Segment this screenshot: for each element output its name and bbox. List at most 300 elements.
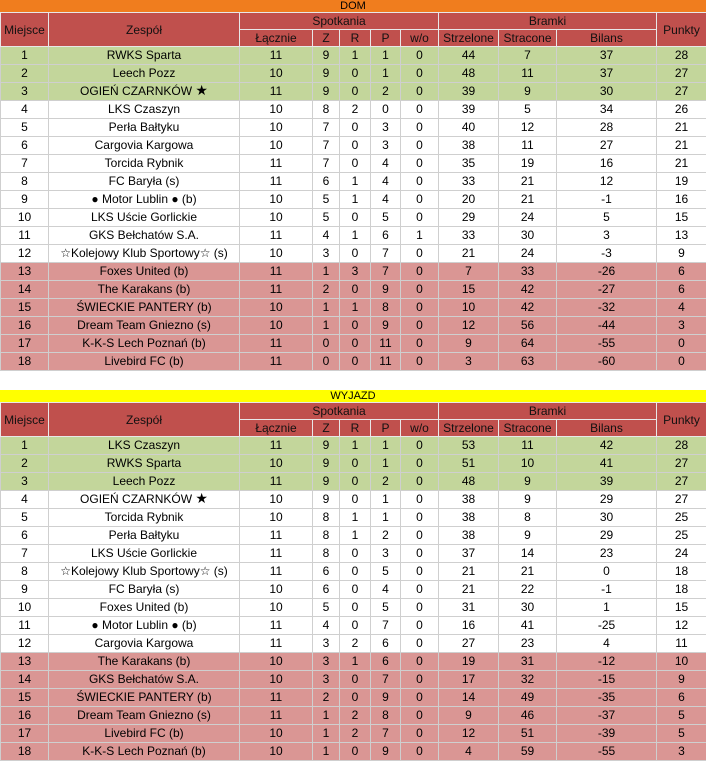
cell-losses: 7 — [371, 263, 401, 281]
team-name: Torcida Rybnik — [104, 156, 184, 170]
cell-wins: 5 — [313, 599, 340, 617]
cell-scored: 14 — [439, 689, 499, 707]
header-draws: R — [340, 30, 371, 47]
cell-points: 27 — [657, 65, 706, 83]
cell-total: 10 — [240, 245, 313, 263]
header-losses: P — [371, 420, 401, 437]
cell-place: 18 — [1, 743, 49, 761]
cell-team — [49, 437, 240, 455]
cell-draws: 1 — [340, 47, 371, 65]
cell-total: 11 — [240, 155, 313, 173]
cell-walkovers: 0 — [401, 599, 439, 617]
table-row — [1, 299, 706, 317]
cell-points: 27 — [657, 83, 706, 101]
cell-conceded: 21 — [499, 173, 557, 191]
cell-draws: 0 — [340, 317, 371, 335]
cell-wins: 6 — [313, 563, 340, 581]
cell-balance: -3 — [557, 245, 657, 263]
team-name: ● Motor Lublin ● (b) — [91, 618, 197, 632]
cell-place: 13 — [1, 263, 49, 281]
cell-wins: 9 — [313, 47, 340, 65]
cell-place: 5 — [1, 119, 49, 137]
cell-losses: 11 — [371, 335, 401, 353]
cell-losses: 7 — [371, 245, 401, 263]
cell-draws: 0 — [340, 743, 371, 761]
cell-draws: 0 — [340, 137, 371, 155]
team-name: ☆Kolejowy Klub Sportowy☆ (s) — [60, 246, 228, 260]
cell-place: 2 — [1, 455, 49, 473]
cell-wins: 1 — [313, 743, 340, 761]
table-row — [1, 317, 706, 335]
cell-walkovers: 0 — [401, 173, 439, 191]
cell-wins: 1 — [313, 317, 340, 335]
cell-scored: 10 — [439, 299, 499, 317]
cell-total: 10 — [240, 317, 313, 335]
cell-scored: 35 — [439, 155, 499, 173]
cell-walkovers: 1 — [401, 227, 439, 245]
cell-balance: -1 — [557, 191, 657, 209]
away-table-body — [1, 437, 706, 761]
cell-losses: 4 — [371, 581, 401, 599]
cell-total: 11 — [240, 563, 313, 581]
cell-draws: 1 — [340, 299, 371, 317]
cell-draws: 0 — [340, 617, 371, 635]
cell-draws: 0 — [340, 119, 371, 137]
cell-place: 10 — [1, 209, 49, 227]
cell-scored: 33 — [439, 173, 499, 191]
cell-points: 27 — [657, 491, 706, 509]
table-row — [1, 689, 706, 707]
cell-wins: 3 — [313, 653, 340, 671]
cell-losses: 9 — [371, 317, 401, 335]
cell-total: 10 — [240, 65, 313, 83]
cell-walkovers: 0 — [401, 725, 439, 743]
cell-wins: 9 — [313, 455, 340, 473]
cell-team — [49, 281, 240, 299]
cell-scored: 20 — [439, 191, 499, 209]
cell-scored: 12 — [439, 725, 499, 743]
cell-draws: 0 — [340, 245, 371, 263]
cell-conceded: 49 — [499, 689, 557, 707]
cell-scored: 21 — [439, 581, 499, 599]
cell-walkovers: 0 — [401, 191, 439, 209]
header-total: Łącznie — [240, 420, 313, 437]
cell-wins: 9 — [313, 65, 340, 83]
cell-draws: 0 — [340, 473, 371, 491]
cell-points: 21 — [657, 119, 706, 137]
header-place: Miejsce — [1, 403, 49, 437]
cell-wins: 1 — [313, 725, 340, 743]
team-name: ● Motor Lublin ● (b) — [91, 192, 197, 206]
cell-total: 11 — [240, 83, 313, 101]
cell-scored: 44 — [439, 47, 499, 65]
cell-place: 6 — [1, 137, 49, 155]
cell-place: 14 — [1, 281, 49, 299]
table-row — [1, 617, 706, 635]
cell-place: 2 — [1, 65, 49, 83]
table-row — [1, 245, 706, 263]
cell-losses: 3 — [371, 119, 401, 137]
cell-total: 10 — [240, 491, 313, 509]
cell-balance: -26 — [557, 263, 657, 281]
cell-total: 10 — [240, 299, 313, 317]
cell-wins: 6 — [313, 173, 340, 191]
cell-walkovers: 0 — [401, 65, 439, 83]
cell-conceded: 42 — [499, 281, 557, 299]
cell-walkovers: 0 — [401, 209, 439, 227]
team-name: K-K-S Lech Poznań (b) — [82, 744, 206, 758]
cell-draws: 0 — [340, 209, 371, 227]
table-row — [1, 725, 706, 743]
cell-points: 28 — [657, 437, 706, 455]
cell-conceded: 11 — [499, 137, 557, 155]
cell-scored: 9 — [439, 335, 499, 353]
cell-wins: 5 — [313, 191, 340, 209]
team-name: GKS Bełchatów S.A. — [88, 228, 200, 242]
cell-total: 10 — [240, 191, 313, 209]
cell-walkovers: 0 — [401, 545, 439, 563]
cell-total: 11 — [240, 473, 313, 491]
cell-place: 1 — [1, 437, 49, 455]
cell-conceded: 9 — [499, 491, 557, 509]
cell-place: 18 — [1, 353, 49, 371]
cell-total: 11 — [240, 173, 313, 191]
cell-total: 10 — [240, 599, 313, 617]
cell-draws: 0 — [340, 83, 371, 101]
cell-team — [49, 743, 240, 761]
cell-total: 10 — [240, 743, 313, 761]
cell-losses: 6 — [371, 227, 401, 245]
cell-walkovers: 0 — [401, 353, 439, 371]
cell-total: 11 — [240, 437, 313, 455]
cell-losses: 5 — [371, 209, 401, 227]
cell-losses: 5 — [371, 563, 401, 581]
cell-conceded: 10 — [499, 455, 557, 473]
table-row — [1, 527, 706, 545]
team-name: The Karakans (b) — [97, 654, 191, 668]
cell-balance: 1 — [557, 599, 657, 617]
cell-total: 10 — [240, 653, 313, 671]
cell-draws: 2 — [340, 725, 371, 743]
cell-place: 9 — [1, 191, 49, 209]
cell-wins: 0 — [313, 335, 340, 353]
cell-draws: 1 — [340, 509, 371, 527]
cell-place: 9 — [1, 581, 49, 599]
header-walkovers: w/o — [401, 420, 439, 437]
header-wins: Z — [313, 420, 340, 437]
cell-losses: 2 — [371, 83, 401, 101]
cell-losses: 6 — [371, 653, 401, 671]
cell-wins: 8 — [313, 527, 340, 545]
header-walkovers: w/o — [401, 30, 439, 47]
cell-team — [49, 119, 240, 137]
header-conceded: Stracone — [499, 420, 557, 437]
cell-points: 18 — [657, 581, 706, 599]
cell-points: 6 — [657, 281, 706, 299]
cell-points: 6 — [657, 689, 706, 707]
cell-wins: 7 — [313, 155, 340, 173]
cell-conceded: 22 — [499, 581, 557, 599]
cell-points: 5 — [657, 707, 706, 725]
cell-losses: 7 — [371, 671, 401, 689]
cell-draws: 0 — [340, 455, 371, 473]
cell-scored: 40 — [439, 119, 499, 137]
cell-draws: 0 — [340, 155, 371, 173]
cell-conceded: 9 — [499, 527, 557, 545]
team-name: Perła Bałtyku — [108, 528, 180, 542]
cell-losses: 4 — [371, 155, 401, 173]
team-name: ŚWIECKIE PANTERY (b) — [76, 300, 212, 314]
cell-wins: 3 — [313, 635, 340, 653]
cell-balance: -55 — [557, 743, 657, 761]
cell-wins: 9 — [313, 83, 340, 101]
team-name: OGIEŃ CZARNKÓW — [80, 492, 193, 506]
cell-total: 10 — [240, 581, 313, 599]
cell-points: 24 — [657, 545, 706, 563]
cell-walkovers: 0 — [401, 563, 439, 581]
cell-team — [49, 263, 240, 281]
cell-team — [49, 353, 240, 371]
cell-wins: 4 — [313, 617, 340, 635]
cell-points: 27 — [657, 473, 706, 491]
cell-walkovers: 0 — [401, 437, 439, 455]
cell-points: 3 — [657, 743, 706, 761]
table-row — [1, 437, 706, 455]
cell-draws: 0 — [340, 491, 371, 509]
cell-losses: 0 — [371, 101, 401, 119]
team-name: OGIEŃ CZARNKÓW — [80, 84, 193, 98]
cell-wins: 7 — [313, 137, 340, 155]
cell-team — [49, 491, 240, 509]
cell-place: 8 — [1, 173, 49, 191]
cell-walkovers: 0 — [401, 83, 439, 101]
cell-conceded: 30 — [499, 227, 557, 245]
cell-team — [49, 173, 240, 191]
cell-place: 12 — [1, 635, 49, 653]
cell-scored: 39 — [439, 83, 499, 101]
cell-place: 17 — [1, 335, 49, 353]
cell-draws: 1 — [340, 653, 371, 671]
cell-points: 18 — [657, 563, 706, 581]
cell-scored: 38 — [439, 527, 499, 545]
cell-wins: 8 — [313, 101, 340, 119]
table-row — [1, 263, 706, 281]
cell-losses: 8 — [371, 299, 401, 317]
cell-walkovers: 0 — [401, 671, 439, 689]
table-row — [1, 545, 706, 563]
table-row — [1, 137, 706, 155]
cell-place: 10 — [1, 599, 49, 617]
cell-walkovers: 0 — [401, 617, 439, 635]
cell-balance: 34 — [557, 101, 657, 119]
cell-scored: 17 — [439, 671, 499, 689]
cell-wins: 7 — [313, 119, 340, 137]
cell-conceded: 64 — [499, 335, 557, 353]
table-row — [1, 281, 706, 299]
cell-conceded: 31 — [499, 653, 557, 671]
cell-losses: 4 — [371, 173, 401, 191]
table-row — [1, 455, 706, 473]
cell-balance: 41 — [557, 455, 657, 473]
cell-balance: 12 — [557, 173, 657, 191]
cell-losses: 3 — [371, 137, 401, 155]
star-icon: ★ — [195, 490, 208, 506]
cell-points: 28 — [657, 47, 706, 65]
cell-wins: 1 — [313, 707, 340, 725]
cell-place: 3 — [1, 83, 49, 101]
team-name: Leech Pozz — [112, 474, 176, 488]
cell-points: 21 — [657, 137, 706, 155]
team-name: Foxes United (b) — [99, 600, 189, 614]
cell-total: 10 — [240, 119, 313, 137]
cell-team — [49, 47, 240, 65]
cell-balance: -35 — [557, 689, 657, 707]
cell-walkovers: 0 — [401, 281, 439, 299]
cell-draws: 1 — [340, 437, 371, 455]
cell-team — [49, 545, 240, 563]
cell-place: 12 — [1, 245, 49, 263]
table-row — [1, 191, 706, 209]
cell-losses: 6 — [371, 635, 401, 653]
cell-walkovers: 0 — [401, 335, 439, 353]
cell-total: 11 — [240, 635, 313, 653]
cell-total: 10 — [240, 209, 313, 227]
header-wins: Z — [313, 30, 340, 47]
cell-total: 11 — [240, 227, 313, 245]
cell-team — [49, 335, 240, 353]
table-row — [1, 47, 706, 65]
cell-balance: -12 — [557, 653, 657, 671]
table-row — [1, 335, 706, 353]
cell-place: 8 — [1, 563, 49, 581]
cell-scored: 29 — [439, 209, 499, 227]
cell-scored: 48 — [439, 65, 499, 83]
cell-scored: 21 — [439, 245, 499, 263]
cell-scored: 33 — [439, 227, 499, 245]
cell-points: 9 — [657, 245, 706, 263]
cell-conceded: 11 — [499, 437, 557, 455]
cell-wins: 9 — [313, 491, 340, 509]
cell-balance: -37 — [557, 707, 657, 725]
header-points: Punkty — [657, 403, 706, 437]
cell-conceded: 9 — [499, 473, 557, 491]
table-row — [1, 101, 706, 119]
cell-wins: 3 — [313, 671, 340, 689]
cell-balance: 0 — [557, 563, 657, 581]
cell-place: 16 — [1, 707, 49, 725]
cell-walkovers: 0 — [401, 245, 439, 263]
cell-draws: 0 — [340, 599, 371, 617]
cell-balance: 29 — [557, 527, 657, 545]
header-total: Łącznie — [240, 30, 313, 47]
cell-losses: 4 — [371, 191, 401, 209]
cell-total: 11 — [240, 617, 313, 635]
cell-scored: 3 — [439, 353, 499, 371]
cell-draws: 2 — [340, 707, 371, 725]
cell-draws: 0 — [340, 581, 371, 599]
cell-team — [49, 83, 240, 101]
team-name: GKS Bełchatów S.A. — [88, 672, 200, 686]
cell-walkovers: 0 — [401, 101, 439, 119]
team-name: LKS Czaszyn — [107, 102, 181, 116]
cell-conceded: 32 — [499, 671, 557, 689]
home-banner: DOM — [0, 0, 706, 12]
cell-points: 25 — [657, 527, 706, 545]
cell-points: 12 — [657, 617, 706, 635]
cell-total: 11 — [240, 353, 313, 371]
cell-total: 10 — [240, 725, 313, 743]
cell-team — [49, 509, 240, 527]
cell-scored: 31 — [439, 599, 499, 617]
cell-scored: 48 — [439, 473, 499, 491]
team-name: Perła Bałtyku — [108, 120, 180, 134]
cell-total: 11 — [240, 281, 313, 299]
cell-balance: -27 — [557, 281, 657, 299]
cell-total: 11 — [240, 263, 313, 281]
cell-walkovers: 0 — [401, 581, 439, 599]
cell-losses: 5 — [371, 599, 401, 617]
cell-points: 21 — [657, 155, 706, 173]
cell-total: 10 — [240, 101, 313, 119]
cell-wins: 8 — [313, 545, 340, 563]
cell-losses: 11 — [371, 353, 401, 371]
cell-wins: 0 — [313, 353, 340, 371]
table-row — [1, 635, 706, 653]
cell-wins: 5 — [313, 209, 340, 227]
cell-losses: 7 — [371, 617, 401, 635]
cell-balance: -15 — [557, 671, 657, 689]
cell-wins: 9 — [313, 473, 340, 491]
cell-place: 14 — [1, 671, 49, 689]
header-team: Zespół — [49, 13, 240, 47]
cell-points: 9 — [657, 671, 706, 689]
cell-balance: 16 — [557, 155, 657, 173]
cell-balance: -32 — [557, 299, 657, 317]
table-row — [1, 599, 706, 617]
cell-team — [49, 653, 240, 671]
cell-draws: 0 — [340, 563, 371, 581]
cell-points: 26 — [657, 101, 706, 119]
cell-team — [49, 317, 240, 335]
table-row — [1, 473, 706, 491]
cell-wins: 1 — [313, 263, 340, 281]
cell-scored: 19 — [439, 653, 499, 671]
table-row — [1, 581, 706, 599]
cell-wins: 9 — [313, 437, 340, 455]
cell-scored: 37 — [439, 545, 499, 563]
table-row — [1, 119, 706, 137]
away-banner: WYJAZD — [0, 390, 706, 402]
cell-balance: 30 — [557, 83, 657, 101]
cell-losses: 1 — [371, 509, 401, 527]
cell-conceded: 23 — [499, 635, 557, 653]
cell-losses: 1 — [371, 455, 401, 473]
cell-place: 7 — [1, 545, 49, 563]
cell-conceded: 46 — [499, 707, 557, 725]
cell-walkovers: 0 — [401, 299, 439, 317]
cell-scored: 21 — [439, 563, 499, 581]
table-row — [1, 743, 706, 761]
header-balance: Bilans — [557, 420, 657, 437]
table-row — [1, 707, 706, 725]
cell-walkovers: 0 — [401, 473, 439, 491]
cell-losses: 2 — [371, 473, 401, 491]
cell-draws: 0 — [340, 689, 371, 707]
team-name: RWKS Sparta — [106, 48, 182, 62]
cell-place: 4 — [1, 491, 49, 509]
cell-balance: 23 — [557, 545, 657, 563]
cell-scored: 53 — [439, 437, 499, 455]
